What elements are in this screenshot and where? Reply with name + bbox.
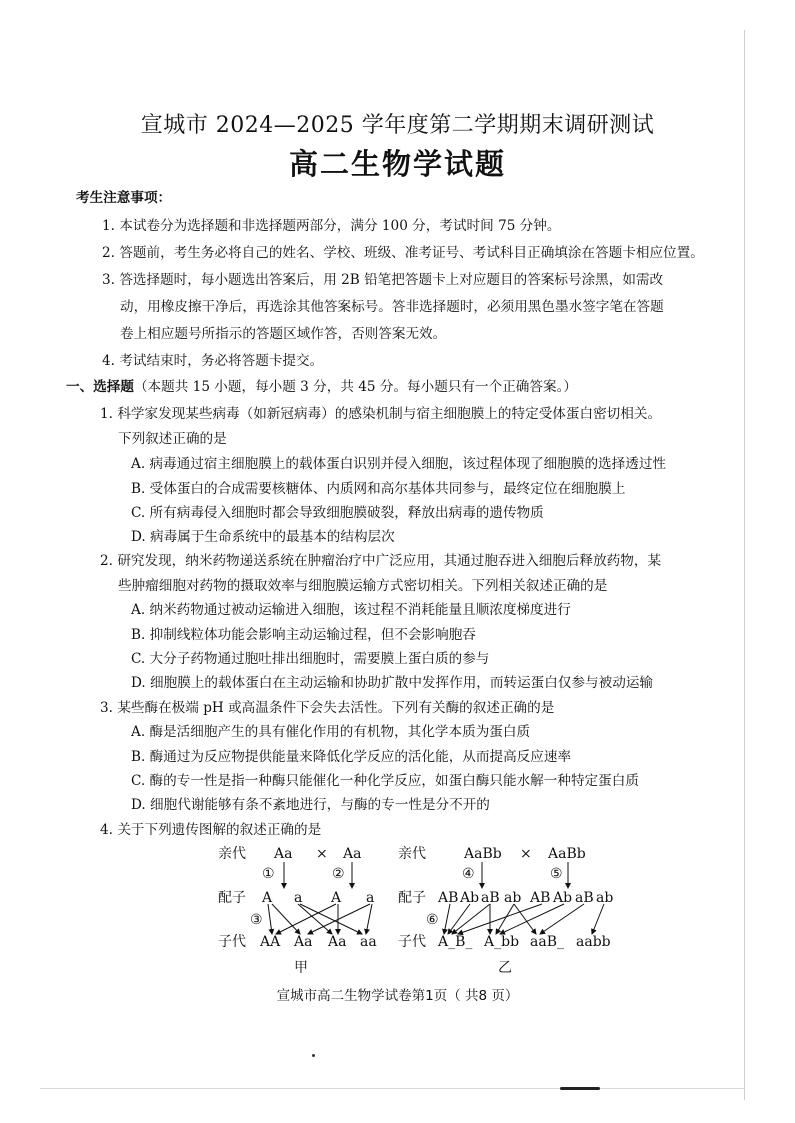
arrow-line	[540, 904, 584, 934]
exam-title: 宣城市 2024—2025 学年度第二学期期末调研测试	[140, 113, 655, 138]
cross-arrows	[200, 842, 620, 982]
question-1-option-d: D. 病毒属于生命系统中的最基本的结构层次	[131, 529, 395, 545]
question-number: 4.	[100, 822, 113, 838]
step-marker: ④	[462, 866, 475, 882]
page-footer: 宣城市高二生物学试卷第1页（ 共8 页）	[276, 988, 519, 1004]
notice-item-num: 1.	[102, 218, 115, 234]
question-2-option-a: A. 纳米药物通过被动运输进入细胞，该过程不消耗能量且顺浓度梯度进行	[131, 602, 571, 618]
parent-genotype: AaBb	[464, 846, 502, 862]
gamete-label-left: 配子	[218, 890, 246, 906]
offspring-genotype: aa	[360, 934, 377, 950]
notice-item-2	[102, 243, 704, 263]
question-stem-text: 关于下列遗传图解的叙述正确的是	[117, 822, 322, 838]
offspring-label-left: 子代	[218, 934, 246, 950]
offspring-phenotype: A_B_	[438, 934, 473, 950]
gamete: ab	[504, 890, 522, 906]
question-2-option-d: D. 细胞膜上的载体蛋白在主动运输和协助扩散中发挥作用，而转运蛋白仅参与被动运输	[131, 675, 654, 691]
parent-genotype: Aa	[343, 846, 362, 862]
question-2-stem	[100, 551, 661, 571]
arrow-line	[268, 904, 272, 934]
step-marker: ⑤	[550, 866, 563, 882]
parent-label-left: 亲代	[218, 846, 246, 862]
gamete: Ab	[553, 890, 573, 906]
gamete: A	[331, 890, 342, 906]
genetic-cross-diagram	[200, 842, 620, 982]
offspring-label-right: 子代	[398, 934, 426, 950]
notice-item-3-line-2: 动，用橡皮擦干净后，再选涂其他答案标号。答非选择题时，必须用黑色墨水签字笔在答题	[120, 299, 664, 315]
arrow-line	[308, 904, 370, 934]
arrow-line	[366, 904, 372, 934]
notice-item-num: 3.	[102, 272, 115, 288]
step-marker: ②	[332, 866, 345, 882]
question-2-stem-line-2: 些肿瘤细胞对药物的摄取效率与细胞膜运输方式密切相关。下列相关叙述正确的是	[118, 578, 608, 594]
gamete: A	[262, 890, 273, 906]
parent-label-right: 亲代	[398, 846, 426, 862]
gamete: ab	[596, 890, 614, 906]
cross-symbol: ×	[316, 846, 328, 862]
question-3-option-b: B. 酶通过为反应物提供能量来降低化学反应的活化能，从而提高反应速率	[131, 749, 572, 765]
arrow-line	[300, 904, 362, 934]
question-1-stem	[100, 404, 661, 424]
notice-item-text: 本试卷分为选择题和非选择题两部分，满分 100 分，考试时间 75 分钟。	[119, 218, 561, 234]
scan-dot	[312, 1054, 315, 1057]
question-stem-text: 某些酶在极端 pH 或高温条件下会失去活性。下列有关酶的叙述正确的是	[117, 700, 555, 716]
offspring-genotype: Aa	[294, 934, 313, 950]
question-number: 2.	[100, 553, 113, 569]
notice-item-4	[102, 351, 323, 371]
parent-genotype: AaBb	[548, 846, 586, 862]
arrow-line	[500, 904, 564, 934]
question-1-stem-line-2: 下列叙述正确的是	[118, 431, 227, 447]
arrow-line	[592, 904, 604, 934]
gamete: aB	[481, 890, 500, 906]
step-marker: ①	[262, 866, 275, 882]
scan-smudge	[560, 1087, 600, 1090]
gamete-label-right: 配子	[398, 890, 426, 906]
notice-item-text: 答选择题时，每小题选出答案后，用 2B 铅笔把答题卡上对应题目的答案标号涂黑，如需改	[119, 272, 664, 288]
question-2-option-c: C. 大分子药物通过胞吐排出细胞时，需要膜上蛋白质的参与	[131, 651, 490, 667]
notice-heading: 考生注意事项：	[76, 190, 172, 206]
question-stem-text: 科学家发现某些病毒（如新冠病毒）的感染机制与宿主细胞膜上的特定受体蛋白密切相关。	[117, 406, 662, 422]
parent-genotype: Aa	[274, 846, 293, 862]
notice-item-1	[102, 216, 560, 236]
gamete: AB	[438, 890, 459, 906]
question-number: 3.	[100, 700, 113, 716]
notice-item-3-line-3: 卷上相应题号所指示的答题区域作答，否则答案无效。	[120, 326, 447, 342]
step-marker: ③	[250, 912, 263, 928]
cross-symbol: ×	[520, 846, 532, 862]
question-stem-text: 研究发现，纳米药物递送系统在肿瘤治疗中广泛应用，其通过胞吞进入细胞后释放药物，某	[117, 553, 662, 569]
gamete: Ab	[460, 890, 480, 906]
arrow-line	[448, 904, 470, 934]
gamete: a	[294, 890, 303, 906]
gamete: aB	[575, 890, 594, 906]
offspring-phenotype: A_bb	[484, 934, 520, 950]
gamete: a	[366, 890, 375, 906]
question-3-option-a: A. 酶是活细胞产生的具有催化作用的有机物，其化学本质为蛋白质	[131, 724, 531, 740]
page-bottom-edge	[40, 1088, 744, 1089]
offspring-phenotype: aaB_	[530, 934, 564, 950]
question-2-option-b: B. 抑制线粒体功能会影响主动运输过程，但不会影响胞吞	[131, 627, 476, 643]
page-edge	[744, 30, 745, 1100]
arrow-line	[444, 904, 450, 934]
diagram-caption-right: 乙	[498, 960, 512, 976]
section-description: （本题共 15 小题，每小题 3 分，共 45 分。每小题只有一个正确答案。）	[133, 379, 577, 395]
notice-item-text: 考试结束时，务必将答题卡提交。	[119, 353, 324, 369]
question-1-option-c: C. 所有病毒侵入细胞时都会导致细胞膜破裂，释放出病毒的遗传物质	[131, 505, 544, 521]
question-1-option-b: B. 受体蛋白的合成需要核糖体、内质网和高尔基体共同参与，最终定位在细胞膜上	[131, 481, 626, 497]
section-heading	[66, 377, 577, 397]
offspring-genotype: AA	[260, 934, 281, 950]
step-marker: ⑥	[426, 912, 439, 928]
question-1-option-a: A. 病毒通过宿主细胞膜上的载体蛋白识别并侵入细胞，该过程体现了细胞膜的选择透过性	[131, 456, 667, 472]
question-3-stem	[100, 698, 554, 718]
question-4-stem	[100, 820, 321, 840]
notice-item-num: 4.	[102, 353, 115, 369]
section-title: 一、选择题	[66, 379, 134, 395]
notice-item-text: 答题前，考生务必将自己的姓名、学校、班级、准考证号、考试科目正确填涂在答题卡相应位置。	[119, 245, 704, 261]
notice-item-3	[102, 270, 663, 290]
question-3-option-d: D. 细胞代谢能够有条不紊地进行，与酶的专一性是分不开的	[131, 797, 490, 813]
exam-subject-title: 高二生物学试题	[288, 147, 506, 181]
offspring-genotype: Aa	[328, 934, 347, 950]
notice-item-num: 2.	[102, 245, 115, 261]
question-3-option-c: C. 酶的专一性是指一种酶只能催化一种化学反应，如蛋白酶只能水解一种特定蛋白质	[131, 773, 639, 789]
question-number: 1.	[100, 406, 113, 422]
diagram-caption-left: 甲	[294, 960, 308, 976]
gamete: AB	[530, 890, 551, 906]
offspring-phenotype: aabb	[576, 934, 611, 950]
